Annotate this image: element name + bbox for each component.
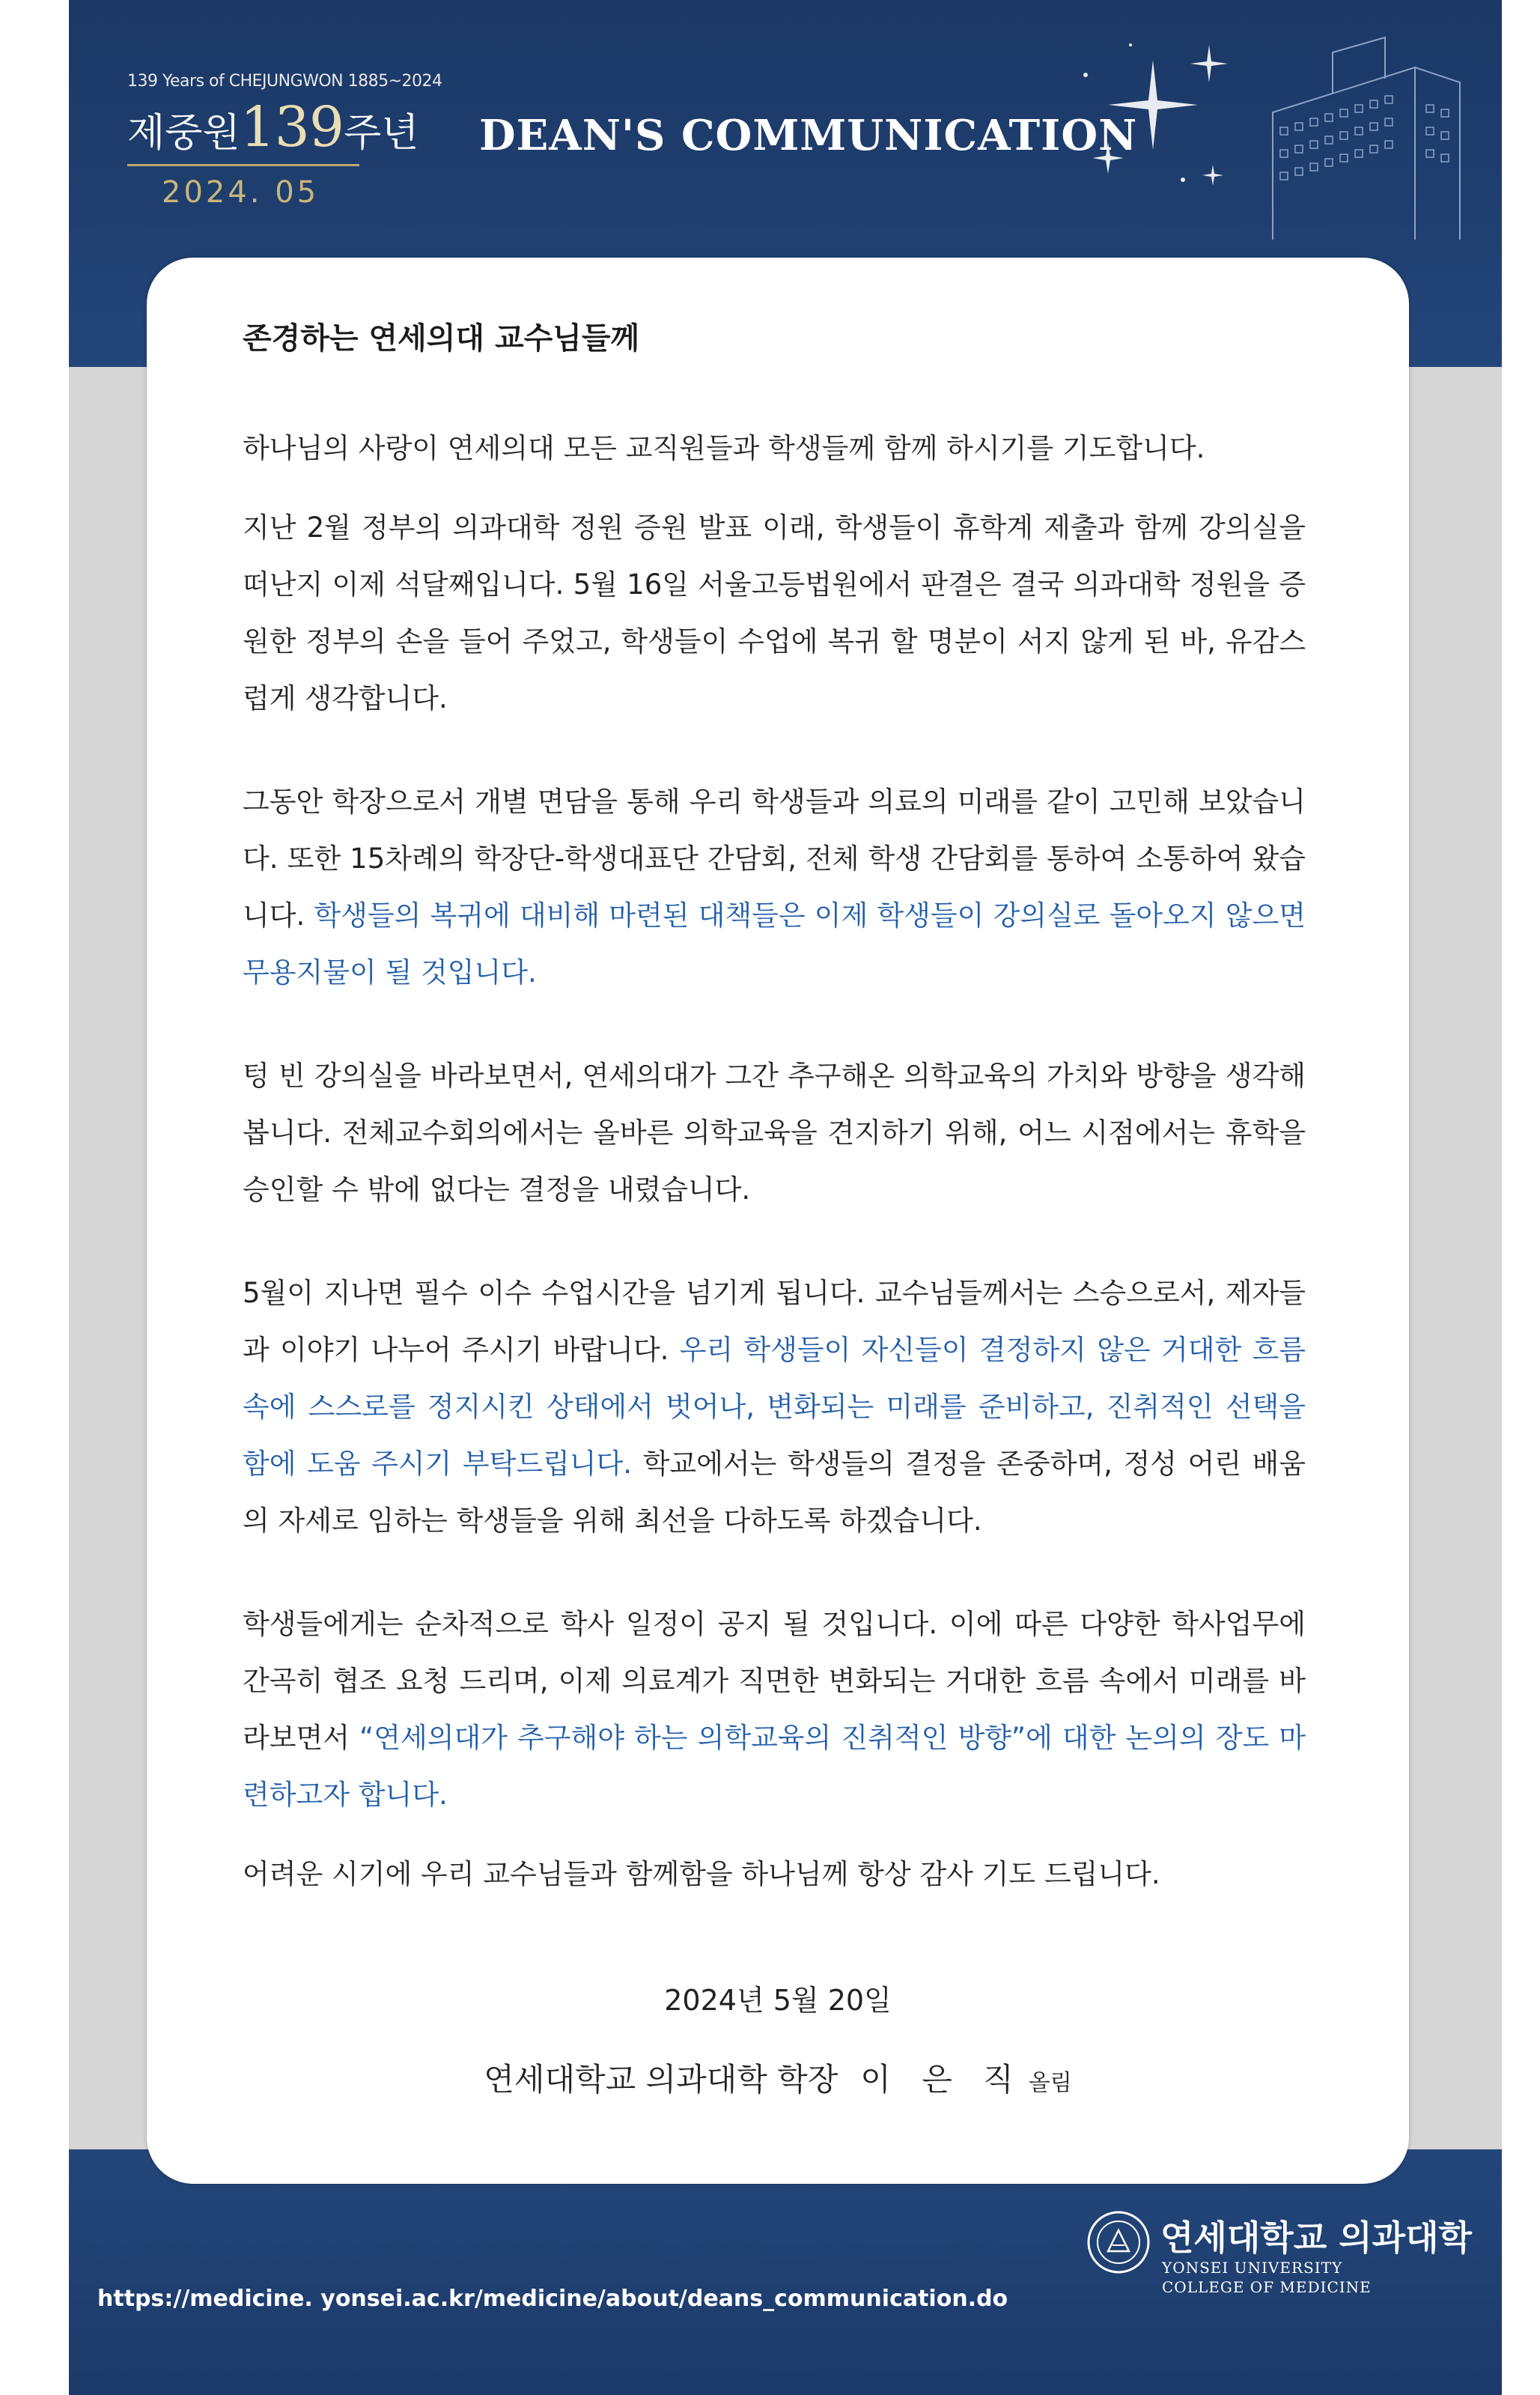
paragraph-5-text-end: 학교에서는 학생들의 결정을 존중하며, 정성 어린 배움의 자세로 임하는 학생들을 위해 최선을 다하도록 하겠습니다.: [243, 1448, 1306, 1537]
hospital-building-icon: [1243, 22, 1482, 247]
university-seal-icon: [1086, 2209, 1151, 2275]
college-name-english-1: YONSEI UNIVERSITY: [1162, 2259, 1343, 2277]
paragraph-6-highlight: “연세의대가 추구해야 하는 의학교육의 진취적인 방향”에 대한 논의의 장도 마련하고자 합니다.: [243, 1722, 1306, 1811]
letter-date: 2024년 5월 20일: [664, 1984, 892, 2017]
paragraph-3-highlight: 학생들의 복귀에 대비해 마련된 대책들은 이제 학생들이 강의실로 돌아오지 않으면 무용지물이 될 것입니다.: [243, 899, 1306, 989]
anniversary-title: [127, 95, 442, 160]
paragraph-6-text: 학생들에게는 순차적으로 학사 일정이 공지 될 것입니다. 이에 따른 다양한 학사업무에 간곡히 협조 요청 드리며, 이제 의료계가 직면한 변화되는 거대한 흐름 속에서 미래를 바라보면서: [243, 1608, 1306, 1754]
paragraph-5: [243, 1265, 1306, 1549]
gold-divider: [127, 164, 359, 166]
issue-date: 2024. 05: [162, 175, 320, 210]
footer-url-link[interactable]: https://medicine. yonsei.ac.kr/medicine/about/deans_communication.do: [97, 2286, 1008, 2312]
paragraph-5-highlight: 우리 학생들이 자신들이 결정하지 않은 거대한 흐름 속에 스스로를 정지시킨 상태에서 벗어나, 변화되는 미래를 준비하고, 진취적인 선택을 함에 도움 주시기 부탁드립니다.: [243, 1334, 1306, 1480]
paragraph-1: 하나님의 사랑이 연세의대 모든 교직원들과 학생들께 함께 하시기를 기도합니다.: [243, 432, 1205, 464]
paragraph-4: 텅 빈 강의실을 바라보면서, 연세의대가 그간 추구해온 의학교육의 가치와 방향을 생각해 봅니다. 전체교수회의에서는 올바른 의학교육을 견지하기 위해, 어느 시점에서는 휴학을 승인할 수 밖에 없다는 결정을 내렸습니다.: [243, 1060, 1306, 1206]
paragraph-6: [243, 1596, 1306, 1824]
anniversary-number: 139: [240, 95, 344, 160]
letter-card: [147, 258, 1409, 2184]
college-name-korean: 연세대학교 의과대학: [1160, 2218, 1472, 2258]
letter-body: [243, 315, 1306, 1925]
paragraph-7: 어려운 시기에 우리 교수님들과 함께함을 하나님께 항상 감사 기도 드립니다.: [243, 1858, 1160, 1890]
paragraph-3-text: 그동안 학장으로서 개별 면담을 통해 우리 학생들과 의료의 미래를 같이 고민해 보았습니다. 또한 15차례의 학장단-학생대표단 간담회, 전체 학생 간담회를 통하여 소통하여 왔습니다.: [243, 786, 1306, 932]
anniversary-prefix: 제중원: [127, 111, 240, 156]
signature-org: 연세대학교 의과대학 학장: [484, 2061, 839, 2098]
letter-salutation: 존경하는 연세의대 교수님들께: [243, 321, 640, 356]
paragraph-3: [243, 774, 1306, 1001]
paragraph-2: 지난 2월 정부의 의과대학 정원 증원 발표 이래, 학생들이 휴학계 제출과 함께 강의실을 떠난지 이제 석달째입니다. 5월 16일 서울고등법원에서 판결은 결국 의과대학 정원을 증원한 정부의 손을 들어 주었고, 학생들이 수업에 복귀 할 명분이 서지 않게 된 바, 유감스럽게 생각합니다.: [243, 512, 1306, 714]
anniversary-badge: [127, 72, 442, 210]
anniversary-suffix: 주년: [343, 111, 419, 156]
anniversary-years-line: 139 Years of CHEJUNGWON 1885~2024: [127, 72, 442, 91]
newsletter-title: DEAN'S COMMUNICATION: [479, 111, 1138, 160]
signature-suffix: 올림: [1028, 2070, 1072, 2096]
signature-name: 이 은 직: [860, 2061, 1024, 2098]
college-name-english-2: COLLEGE OF MEDICINE: [1162, 2278, 1372, 2296]
paragraph-5-text: 5월이 지나면 필수 이수 수업시간을 넘기게 됩니다. 교수님들께서는 스승으로서, 제자들과 이야기 나누어 주시기 바랍니다.: [243, 1277, 1306, 1366]
letter-signature: [147, 2055, 1409, 2100]
